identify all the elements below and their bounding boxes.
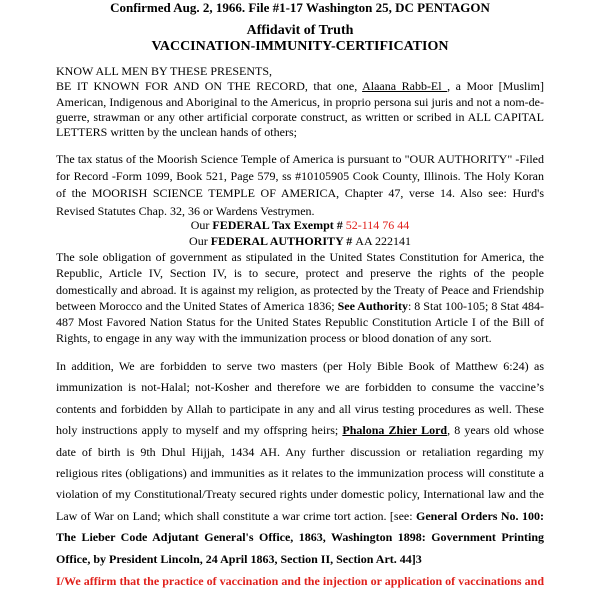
federal-authority-line <box>0 233 600 249</box>
intro-paragraph <box>56 64 544 140</box>
exempt-prefix: Our <box>190 218 213 232</box>
heir-name: Phalona Zhier Lord <box>342 423 448 438</box>
federal-tax-exempt-line <box>0 217 600 233</box>
tax-exempt-number: 52-114 76 44 <box>345 218 410 232</box>
tax-status-paragraph: The tax status of the Moorish Science Temple of America is pursuant to "OUR AUTHORITY" -Filed for Record -Form 1099, Book 521, Page 579, ss #10105905 Cook County, Illinois. The Holy Koran of the MOORISH SCIENCE TEMPLE OF AMERICA, Chapter 47, verse 14. Also see: Hurd's Revised Statutes Chap. 32, 36 or Wardens Vestrymen. <box>56 152 544 218</box>
addition-paragraph <box>56 356 544 570</box>
authority-number: AA 222141 <box>355 234 411 248</box>
authority-prefix: Our <box>189 234 211 248</box>
addition-text-2: , 8 years old whose date of birth is 9th Dhul Hijjah, 1434 AH. Any further discussion or retaliation regarding my religious rites (obligations) and immunities as it relates to the immunization process will constitute a violation of my Constitutional/Treaty secured rights under domestic policy, International law and the Law of War on Land; which shall constitute a war crime tort action. [see: <box>56 423 544 523</box>
authority-label: FEDERAL AUTHORITY # <box>210 234 356 248</box>
see-authority-label: See Authority <box>337 298 408 313</box>
intro-rest: , a Moor [Muslim] American, Indigenous and Aboriginal to the Americus, in proprio persona sui juris and not a nom-de-guerre, strawman or any other artificial corporate construct, as written or scribed in ALL CAPITAL LETTERS written by the unclean hands of others; <box>56 79 545 140</box>
general-orders-citation: General Orders No. 100: The Lieber Code Adjutant General's Office, 1863, Washington 1898: Government Printing Office, by President Lincoln, 24 April 1863, Section II, Section Art. 44]3 <box>56 508 545 566</box>
exempt-label: FEDERAL Tax Exempt # <box>212 218 346 232</box>
intro-lead: BE IT KNOWN FOR AND ON THE RECORD, that one, <box>56 79 363 94</box>
addition-text-1: In addition, We are forbidden to serve two masters (per Holy Bible Book of Matthew 6:24) as immunization is not-Halal; not-Kosher and therefore we are forbidden to consume the vaccine’s contents and forbidden by Allah to participate in any and all virus testing procedures as well. These holy instructions apply to myself and my offspring heirs; <box>56 359 544 438</box>
confirmation-header: Confirmed Aug. 2, 1966. File #1-17 Washington 25, DC PENTAGON <box>110 0 490 15</box>
declarant-name: Alaana Rabb-El <box>362 79 448 94</box>
certification-subtitle: VACCINATION-IMMUNITY-CERTIFICATION <box>151 39 449 54</box>
obligation-paragraph <box>56 249 544 347</box>
know-all-men-line: KNOW ALL MEN BY THESE PRESENTS, <box>56 64 273 78</box>
obligation-rest: : 8 Stat 100-105; 8 Stat 484-487 Most Favored Nation Status for the United States Republic Constitution Article I of the Bill of Rights, to engage in any way with the immunization process or blood donation of any sort. <box>56 298 544 346</box>
affirmation-paragraph: I/We affirm that the practice of vaccination and the injection or application of vaccinations and <box>56 574 544 588</box>
affidavit-title: Affidavit of Truth <box>246 23 354 38</box>
obligation-text: The sole obligation of government as stipulated in the United States Constitution for America, the Republic, Article IV, Section IV, is to secure, protect and preserve the rights of the people domestically and abroad. It is against my religion, as protected by the Treaty of Peace and Friendship between Morocco and the United States of America 1836; <box>56 250 544 313</box>
